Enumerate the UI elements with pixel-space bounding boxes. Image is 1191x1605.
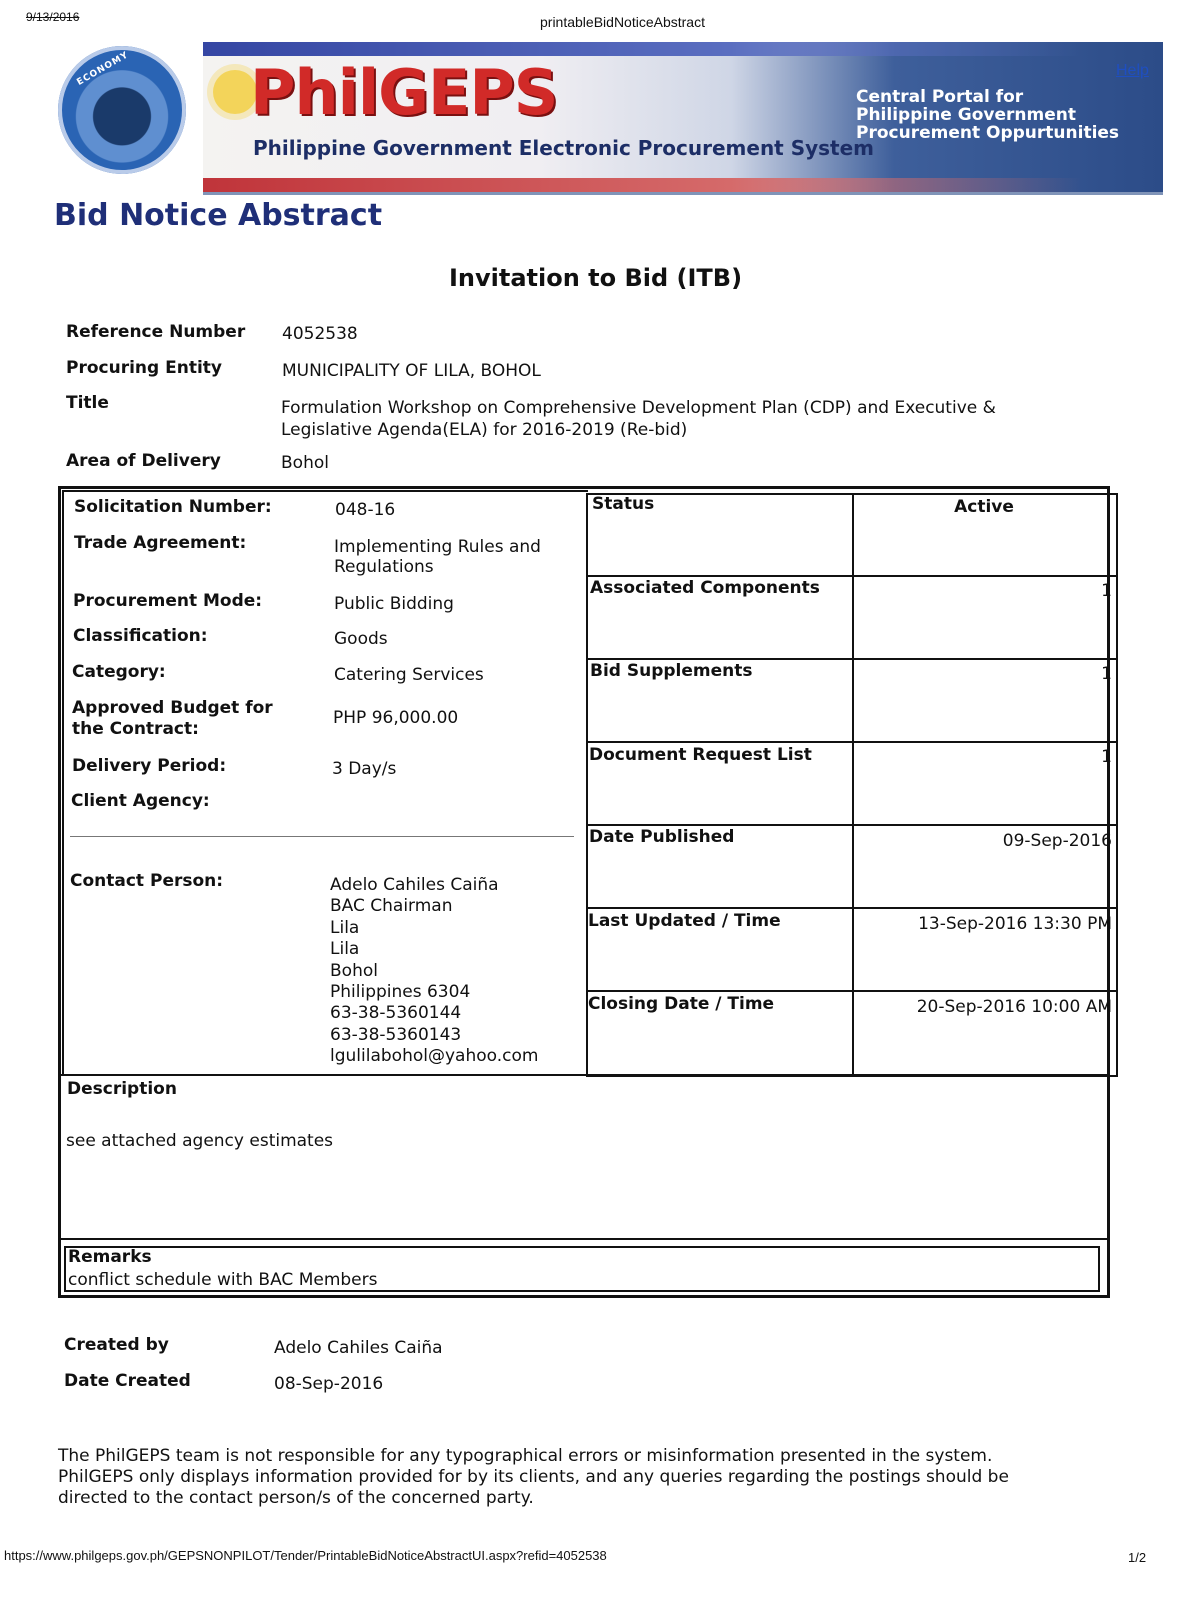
help-link[interactable]: Help bbox=[1116, 62, 1149, 79]
flag-stripe-red bbox=[203, 178, 1083, 192]
notice-type-heading: Invitation to Bid (ITB) bbox=[448, 264, 743, 292]
portal-line: Philippine Government bbox=[856, 105, 1076, 125]
created-by-value: Adelo Cahiles Caiña bbox=[274, 1338, 443, 1358]
divider bbox=[586, 741, 1118, 743]
status-value: Active bbox=[954, 497, 1014, 517]
divider bbox=[586, 990, 1118, 992]
remarks-label: Remarks bbox=[68, 1247, 152, 1267]
description-label: Description bbox=[67, 1079, 177, 1099]
flag-stripe-blue bbox=[203, 42, 1083, 56]
divider bbox=[586, 824, 1118, 826]
created-by-label: Created by bbox=[64, 1335, 169, 1355]
contact-line: Bohol bbox=[330, 960, 378, 981]
approved-budget-label: Approved Budget for bbox=[72, 698, 273, 718]
print-page-title: printableBidNoticeAbstract bbox=[540, 14, 705, 30]
disclaimer-line: PhilGEPS only displays information provided for by its clients, and any queries regarding the postings should be bbox=[58, 1467, 1009, 1487]
divider bbox=[70, 836, 574, 837]
divider bbox=[586, 575, 1118, 577]
contact-person-block bbox=[330, 875, 538, 1068]
contact-line: BAC Chairman bbox=[330, 896, 453, 917]
reference-number-label: Reference Number bbox=[66, 322, 246, 342]
page-number: 1/2 bbox=[1128, 1550, 1147, 1565]
logo-ring-text: ECONOMY bbox=[75, 50, 131, 88]
procuring-entity-label: Procuring Entity bbox=[66, 358, 222, 378]
contact-line: 63-38-5360143 bbox=[330, 1024, 462, 1045]
divider bbox=[586, 907, 1118, 909]
classification-value: Goods bbox=[334, 629, 388, 649]
document-request-list-value: 1 bbox=[1101, 747, 1112, 767]
associated-components-value: 1 bbox=[1101, 581, 1112, 601]
procurement-mode-value: Public Bidding bbox=[334, 594, 454, 614]
portal-line: Central Portal for bbox=[856, 87, 1024, 107]
procuring-entity-value: MUNICIPALITY OF LILA, BOHOL bbox=[282, 361, 541, 381]
contact-email: lgulilabohol@yahoo.com bbox=[330, 1046, 539, 1067]
approved-budget-label: the Contract: bbox=[72, 719, 199, 739]
area-of-delivery-label: Area of Delivery bbox=[66, 451, 221, 471]
bid-supplements-label: Bid Supplements bbox=[590, 661, 753, 681]
description-text: see attached agency estimates bbox=[66, 1131, 334, 1151]
contact-line: Philippines 6304 bbox=[330, 982, 471, 1003]
classification-label: Classification: bbox=[73, 626, 208, 646]
contact-person-label: Contact Person: bbox=[70, 871, 224, 891]
last-updated-label: Last Updated / Time bbox=[588, 911, 781, 931]
procurement-mode-label: Procurement Mode: bbox=[73, 591, 263, 611]
date-created-value: 08-Sep-2016 bbox=[274, 1374, 384, 1394]
divider bbox=[62, 490, 64, 1074]
category-label: Category: bbox=[72, 662, 166, 682]
page-title: Bid Notice Abstract bbox=[54, 198, 383, 233]
last-updated-value: 13-Sep-2016 13:30 PM bbox=[918, 914, 1112, 934]
divider bbox=[64, 490, 588, 492]
solicitation-number-value: 048-16 bbox=[335, 500, 396, 520]
trade-agreement-value: Regulations bbox=[334, 557, 434, 577]
print-url: https://www.philgeps.gov.ph/GEPSNONPILOT/Tender/PrintableBidNoticeAbstractUI.aspx?refid=4052538 bbox=[4, 1548, 607, 1563]
contact-line: 63-38-5360144 bbox=[330, 1003, 462, 1024]
contact-line: Adelo Cahiles Caiña bbox=[330, 875, 499, 895]
title-line: Formulation Workshop on Comprehensive Development Plan (CDP) and Executive & bbox=[281, 398, 996, 418]
contact-line: Lila bbox=[330, 939, 360, 960]
bid-supplements-value: 1 bbox=[1101, 664, 1112, 684]
divider bbox=[58, 1238, 1110, 1240]
title-label: Title bbox=[66, 393, 109, 413]
disclaimer bbox=[58, 1446, 1138, 1509]
disclaimer-line: directed to the contact person/s of the concerned party. bbox=[58, 1488, 534, 1508]
globe-logo-icon bbox=[58, 46, 186, 174]
banner-subtitle: Philippine Government Electronic Procurement System bbox=[253, 136, 875, 160]
date-published-label: Date Published bbox=[589, 827, 735, 847]
brand-name: PhilGEPS bbox=[250, 56, 558, 129]
portal-tagline bbox=[856, 88, 1119, 142]
print-date: 9/13/2016 bbox=[26, 10, 80, 24]
divider bbox=[586, 658, 1118, 660]
client-agency-label: Client Agency: bbox=[71, 791, 210, 811]
document-request-list-label: Document Request List bbox=[589, 745, 812, 765]
trade-agreement-label: Trade Agreement: bbox=[74, 533, 247, 553]
portal-line: Procurement Oppurtunities bbox=[856, 123, 1120, 143]
contact-line: Lila bbox=[330, 917, 360, 938]
area-of-delivery-value: Bohol bbox=[281, 453, 329, 473]
trade-agreement-value: Implementing Rules and bbox=[334, 537, 541, 557]
delivery-period-value: 3 Day/s bbox=[332, 759, 397, 779]
reference-number-value: 4052538 bbox=[282, 324, 358, 344]
remarks-text: conflict schedule with BAC Members bbox=[68, 1270, 378, 1290]
associated-components-label: Associated Components bbox=[590, 578, 820, 598]
date-published-value: 09-Sep-2016 bbox=[1002, 831, 1112, 851]
status-label: Status bbox=[592, 494, 655, 514]
approved-budget-value: PHP 96,000.00 bbox=[333, 708, 459, 728]
date-created-label: Date Created bbox=[64, 1371, 191, 1391]
delivery-period-label: Delivery Period: bbox=[72, 756, 227, 776]
category-value: Catering Services bbox=[334, 665, 484, 685]
solicitation-number-label: Solicitation Number: bbox=[74, 497, 272, 517]
title-line: Legislative Agenda(ELA) for 2016-2019 (Re-bid) bbox=[281, 420, 688, 440]
closing-date-label: Closing Date / Time bbox=[588, 994, 775, 1014]
disclaimer-line: The PhilGEPS team is not responsible for any typographical errors or misinformation presented in the system. bbox=[58, 1446, 993, 1466]
closing-date-value: 20-Sep-2016 10:00 AM bbox=[916, 997, 1112, 1017]
